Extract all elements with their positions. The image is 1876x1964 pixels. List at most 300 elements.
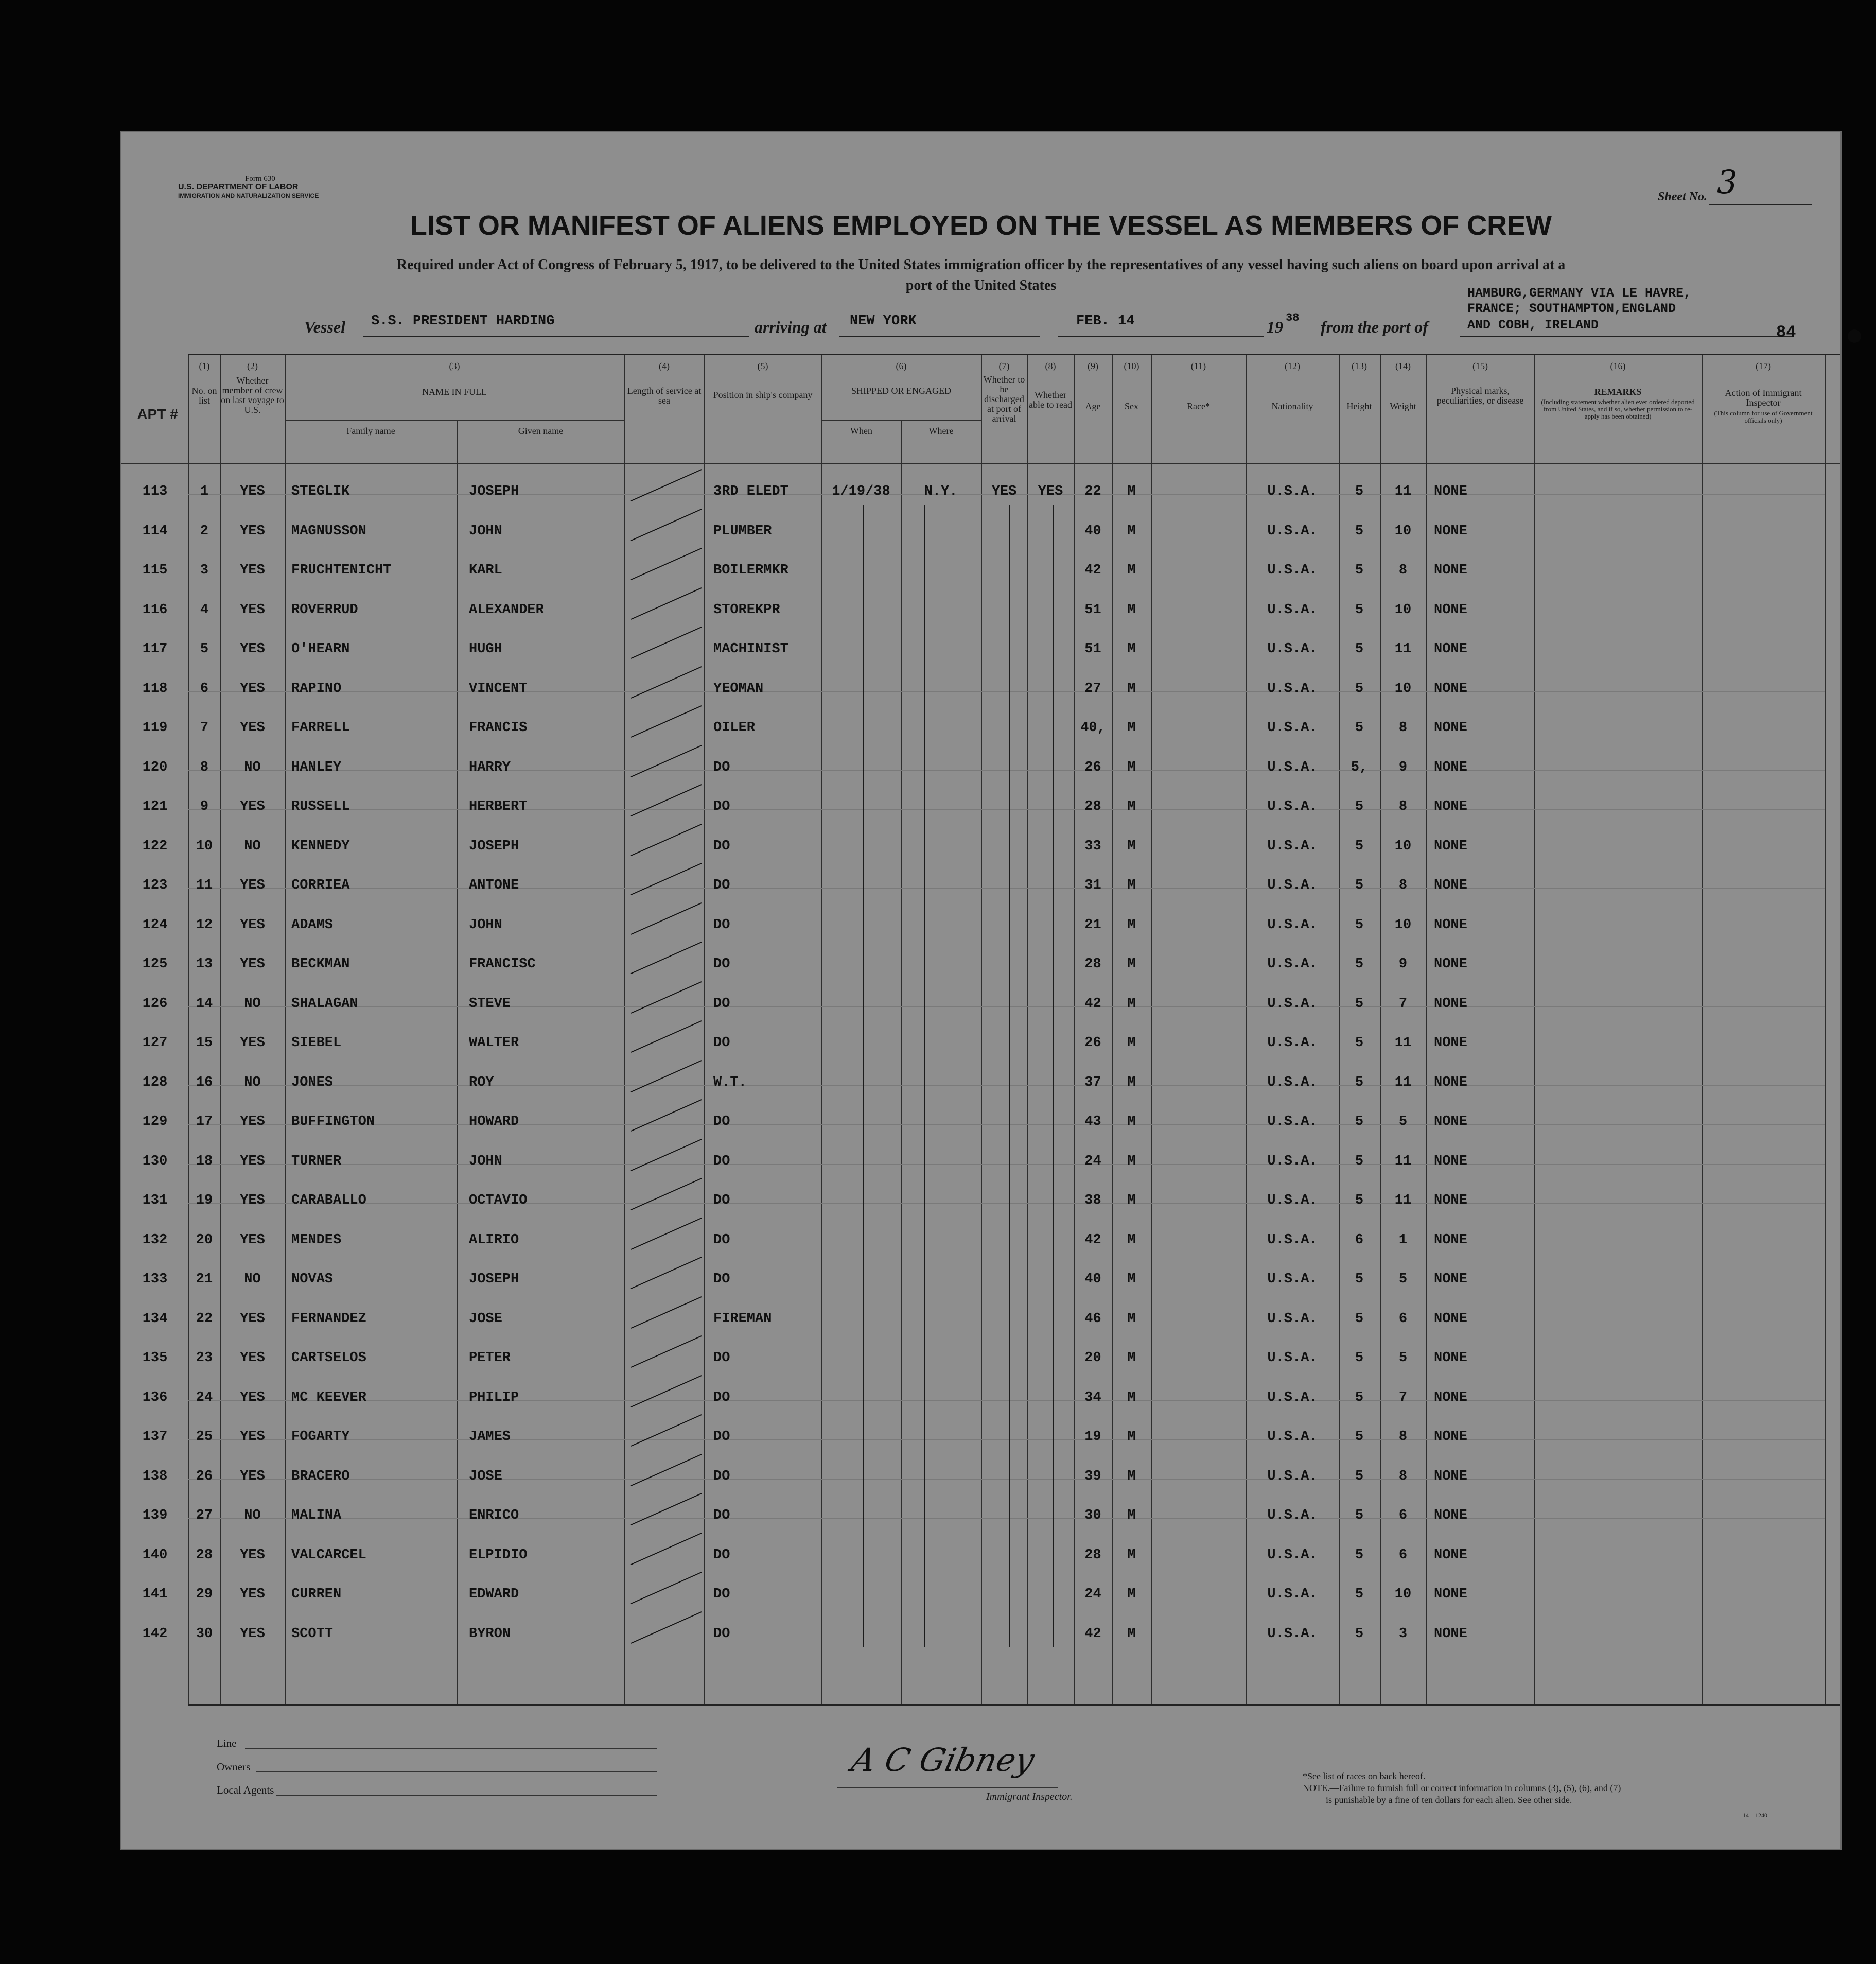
sheet-number-underline <box>1709 204 1812 205</box>
cell-height: 5, <box>1351 759 1368 775</box>
cell-apt-number: 125 <box>142 957 168 972</box>
cell-height: 5 <box>1355 996 1364 1012</box>
column-rule <box>1074 355 1075 1704</box>
cell-age: 24 <box>1084 1587 1101 1602</box>
service-tick-mark <box>631 469 702 501</box>
cell-given-name: JOSEPH <box>469 838 519 854</box>
cell-position: PLUMBER <box>713 523 772 539</box>
cell-age: 19 <box>1084 1429 1101 1445</box>
cell-height: 5 <box>1355 1389 1364 1405</box>
column-rule <box>704 355 705 1704</box>
cell-family-name: CARABALLO <box>291 1193 366 1208</box>
year: 38 <box>1286 311 1300 324</box>
service-name: IMMIGRATION AND NATURALIZATION SERVICE <box>178 192 319 199</box>
cell-age: 38 <box>1084 1193 1101 1208</box>
cell-weight: 6 <box>1398 1311 1408 1327</box>
cell-weight: 11 <box>1394 1035 1412 1051</box>
cell-height: 5 <box>1355 681 1364 697</box>
cell-age: 43 <box>1084 1114 1101 1129</box>
cell-given-name: JOSEPH <box>469 1272 519 1287</box>
cell-given-name: ALEXANDER <box>469 602 544 618</box>
cell-given-name: HOWARD <box>469 1114 519 1129</box>
cell-family-name: RUSSELL <box>291 799 350 814</box>
from-port-label: from the port of <box>1321 318 1428 336</box>
cell-apt-number: 124 <box>142 917 168 933</box>
service-tick-mark <box>631 981 702 1014</box>
cell-height: 5 <box>1355 1468 1364 1484</box>
cell-list-number: 18 <box>196 1153 213 1169</box>
cell-age: 30 <box>1084 1508 1101 1523</box>
cell-height: 5 <box>1355 1193 1364 1208</box>
service-tick-mark <box>631 1375 702 1407</box>
cell-height: 5 <box>1355 1587 1364 1602</box>
cell-sex: M <box>1127 838 1136 854</box>
cell-age: 42 <box>1084 1232 1101 1248</box>
column-rule <box>1702 355 1703 1704</box>
cell-nationality: U.S.A. <box>1267 1193 1318 1208</box>
header-length-service: Length of service at sea <box>627 386 702 406</box>
cell-apt-number: 121 <box>142 799 168 814</box>
service-tick-mark <box>631 1493 702 1525</box>
cell-sex: M <box>1127 1389 1136 1405</box>
cell-apt-number: 123 <box>142 878 168 893</box>
cell-list-number: 30 <box>196 1626 213 1642</box>
cell-sex: M <box>1127 563 1136 578</box>
cell-nationality: U.S.A. <box>1267 878 1318 893</box>
year-prefix: 19 <box>1267 318 1283 336</box>
service-tick-mark <box>631 1060 702 1092</box>
cell-age: 22 <box>1084 484 1101 499</box>
cell-given-name: JOHN <box>469 1153 502 1169</box>
header-inspector-note: (This column for use of Government officials only) <box>1714 409 1813 424</box>
service-tick-mark <box>631 1178 702 1210</box>
cell-previous-voyage: YES <box>240 957 265 972</box>
header-c8-num: (8) <box>1045 361 1056 371</box>
cell-family-name: RAPINO <box>291 681 342 697</box>
cell-sex: M <box>1127 523 1136 539</box>
cell-height: 5 <box>1355 1311 1364 1327</box>
cell-sex: M <box>1127 602 1136 618</box>
arriving-underline <box>839 336 1040 337</box>
column-rule <box>1426 355 1427 1704</box>
cell-family-name: FERNANDEZ <box>291 1311 366 1327</box>
cell-sex: M <box>1127 799 1136 814</box>
cell-physical-marks: NONE <box>1434 1311 1467 1327</box>
cell-age: 46 <box>1084 1311 1101 1327</box>
cell-given-name: ROY <box>469 1074 494 1090</box>
header-c13-num: (13) <box>1352 361 1367 371</box>
cell-nationality: U.S.A. <box>1267 484 1318 499</box>
header-position: Position in ship's company <box>713 390 813 400</box>
vessel-label: Vessel <box>304 318 345 336</box>
cell-position: DO <box>713 1193 730 1208</box>
cell-weight: 10 <box>1394 1587 1412 1602</box>
cell-physical-marks: NONE <box>1434 1114 1467 1129</box>
cell-position: DO <box>713 878 730 893</box>
cell-given-name: STEVE <box>469 996 511 1012</box>
cell-list-number: 1 <box>200 484 209 499</box>
cell-age: 42 <box>1084 563 1101 578</box>
cell-weight: 6 <box>1398 1547 1408 1563</box>
cell-age: 28 <box>1084 1547 1101 1563</box>
cell-list-number: 12 <box>196 917 213 933</box>
cell-sex: M <box>1127 1508 1136 1523</box>
cell-weight: 8 <box>1398 1468 1408 1484</box>
service-tick-mark <box>631 548 702 580</box>
date-underline <box>1058 336 1264 337</box>
cell-given-name: HERBERT <box>469 799 528 814</box>
cell-apt-number: 135 <box>142 1350 168 1366</box>
cell-apt-number: 119 <box>142 720 168 736</box>
cell-nationality: U.S.A. <box>1267 1468 1318 1484</box>
service-tick-mark <box>631 1335 702 1368</box>
cell-family-name: ADAMS <box>291 917 334 933</box>
cell-list-number: 14 <box>196 996 213 1012</box>
cell-weight: 11 <box>1394 484 1412 499</box>
crew-table <box>137 354 1840 1706</box>
cell-previous-voyage: YES <box>240 1389 265 1405</box>
cell-previous-voyage: NO <box>244 759 261 775</box>
cell-position: DO <box>713 957 730 972</box>
cell-nationality: U.S.A. <box>1267 957 1318 972</box>
cell-age: 26 <box>1084 759 1101 775</box>
cell-previous-voyage: NO <box>244 838 261 854</box>
cell-list-number: 25 <box>196 1429 213 1445</box>
cell-list-number: 22 <box>196 1311 213 1327</box>
cell-weight: 8 <box>1398 799 1408 814</box>
cell-weight: 11 <box>1394 641 1412 657</box>
cell-previous-voyage: YES <box>240 1587 265 1602</box>
cell-position: OILER <box>713 720 756 736</box>
agents-underline <box>276 1795 657 1796</box>
cell-position: STOREKPR <box>713 602 780 618</box>
cell-previous-voyage: YES <box>240 563 265 578</box>
cell-family-name: MC KEEVER <box>291 1389 366 1405</box>
cell-sex: M <box>1127 1311 1136 1327</box>
cell-apt-number: 113 <box>142 484 168 499</box>
cell-weight: 1 <box>1398 1232 1408 1248</box>
cell-list-number: 21 <box>196 1272 213 1287</box>
cell-previous-voyage: YES <box>240 1114 265 1129</box>
cell-family-name: CARTSELOS <box>291 1350 366 1366</box>
cell-position: DO <box>713 759 730 775</box>
cell-given-name: KARL <box>469 563 502 578</box>
cell-physical-marks: NONE <box>1434 602 1467 618</box>
cell-physical-marks: NONE <box>1434 1272 1467 1287</box>
cell-nationality: U.S.A. <box>1267 720 1318 736</box>
cell-sex: M <box>1127 1587 1136 1602</box>
header-inspector-action: Action of Immigrant Inspector <box>1725 388 1802 408</box>
departure-port-1: HAMBURG,GERMANY VIA LE HAVRE, <box>1467 286 1692 301</box>
column-rule <box>624 355 625 1704</box>
cell-sex: M <box>1127 1468 1136 1484</box>
header-bottom-rule <box>121 463 1840 464</box>
cell-nationality: U.S.A. <box>1267 641 1318 657</box>
cell-weight: 10 <box>1394 523 1412 539</box>
column-rule <box>1825 355 1826 1704</box>
cell-height: 5 <box>1355 563 1364 578</box>
cell-apt-number: 129 <box>142 1114 168 1129</box>
column-rule <box>188 355 189 1704</box>
cell-physical-marks: NONE <box>1434 878 1467 893</box>
cell-position: W.T. <box>713 1074 747 1090</box>
cell-apt-number: 127 <box>142 1035 168 1051</box>
cell-apt-number: 114 <box>142 523 168 539</box>
cell-given-name: ELPIDIO <box>469 1547 528 1563</box>
cell-given-name: JAMES <box>469 1429 511 1445</box>
cell-previous-voyage: YES <box>240 1232 265 1248</box>
cell-physical-marks: NONE <box>1434 1153 1467 1169</box>
cell-position: DO <box>713 1114 730 1129</box>
cell-given-name: PHILIP <box>469 1389 519 1405</box>
cell-sex: M <box>1127 1547 1136 1563</box>
column-rule <box>981 355 982 1704</box>
cell-family-name: KENNEDY <box>291 838 350 854</box>
service-tick-mark <box>631 1572 702 1604</box>
cell-list-number: 27 <box>196 1508 213 1523</box>
header-c14-num: (14) <box>1395 361 1411 371</box>
cell-position: DO <box>713 1508 730 1523</box>
cell-physical-marks: NONE <box>1434 1232 1467 1248</box>
cell-list-number: 19 <box>196 1193 213 1208</box>
cell-physical-marks: NONE <box>1434 1035 1467 1051</box>
service-tick-mark <box>631 784 702 816</box>
cell-family-name: MAGNUSSON <box>291 523 366 539</box>
cell-weight: 9 <box>1398 957 1408 972</box>
cell-list-number: 15 <box>196 1035 213 1051</box>
cell-previous-voyage: YES <box>240 1350 265 1366</box>
service-tick-mark <box>631 1533 702 1565</box>
cell-able-to-read: YES <box>1038 484 1063 499</box>
cell-family-name: CURREN <box>291 1587 342 1602</box>
cell-previous-voyage: NO <box>244 1508 261 1523</box>
header-discharged: Whether to be discharged at port of arrival <box>983 374 1025 424</box>
cell-height: 5 <box>1355 1508 1364 1523</box>
cell-given-name: JOSEPH <box>469 484 519 499</box>
cell-apt-number: 131 <box>142 1193 168 1208</box>
cell-height: 5 <box>1355 523 1364 539</box>
cell-age: 24 <box>1084 1153 1101 1169</box>
cell-apt-number: 116 <box>142 602 168 618</box>
cell-age: 33 <box>1084 838 1101 854</box>
cell-previous-voyage: NO <box>244 996 261 1012</box>
cell-weight: 7 <box>1398 996 1408 1012</box>
cell-sex: M <box>1127 917 1136 933</box>
cell-previous-voyage: YES <box>240 1547 265 1563</box>
header-given-name: Given name <box>518 426 564 436</box>
cell-apt-number: 120 <box>142 759 168 775</box>
cell-given-name: FRANCISC <box>469 957 536 972</box>
header-c6-num: (6) <box>896 361 907 371</box>
arriving-label: arriving at <box>755 318 827 336</box>
cell-position: FIREMAN <box>713 1311 772 1327</box>
service-tick-mark <box>631 587 702 620</box>
cell-weight: 11 <box>1394 1074 1412 1090</box>
cell-position: DO <box>713 1232 730 1248</box>
service-tick-mark <box>631 705 702 738</box>
header-c1-num: (1) <box>199 361 210 371</box>
cell-height: 5 <box>1355 720 1364 736</box>
cell-given-name: EDWARD <box>469 1587 519 1602</box>
cell-height: 5 <box>1355 838 1364 854</box>
cell-family-name: FRUCHTENICHT <box>291 563 392 578</box>
ditto-line <box>924 505 925 1647</box>
cell-nationality: U.S.A. <box>1267 1311 1318 1327</box>
cell-height: 5 <box>1355 1626 1364 1642</box>
cell-nationality: U.S.A. <box>1267 1429 1318 1445</box>
cell-nationality: U.S.A. <box>1267 838 1318 854</box>
cell-position: DO <box>713 1153 730 1169</box>
cell-height: 5 <box>1355 1272 1364 1287</box>
column-rule <box>1027 355 1028 1704</box>
cell-family-name: SHALAGAN <box>291 996 358 1012</box>
cell-list-number: 20 <box>196 1232 213 1248</box>
line-underline <box>245 1748 657 1749</box>
cell-family-name: SCOTT <box>291 1626 334 1642</box>
cell-age: 51 <box>1084 602 1101 618</box>
cell-apt-number: 118 <box>142 681 168 697</box>
cell-sex: M <box>1127 1272 1136 1287</box>
service-tick-mark <box>631 1218 702 1250</box>
column-rule <box>1246 355 1247 1704</box>
cell-given-name: OCTAVIO <box>469 1193 528 1208</box>
page-title: LIST OR MANIFEST OF ALIENS EMPLOYED ON THE VESSEL AS MEMBERS OF CREW <box>410 210 1552 241</box>
service-tick-mark <box>631 1414 702 1447</box>
cell-list-number: 2 <box>200 523 209 539</box>
cell-weight: 10 <box>1394 681 1412 697</box>
cell-apt-number: 137 <box>142 1429 168 1445</box>
column-rule <box>1534 355 1535 1704</box>
ditto-line <box>1053 505 1054 1647</box>
cell-apt-number: 126 <box>142 996 168 1012</box>
cell-physical-marks: NONE <box>1434 1587 1467 1602</box>
header-c3-num: (3) <box>449 361 460 371</box>
cell-weight: 8 <box>1398 720 1408 736</box>
cell-position: DO <box>713 1035 730 1051</box>
cell-sex: M <box>1127 1626 1136 1642</box>
cell-apt-number: 142 <box>142 1626 168 1642</box>
cell-family-name: MALINA <box>291 1508 342 1523</box>
cell-position: MACHINIST <box>713 641 788 657</box>
cell-position: DO <box>713 1587 730 1602</box>
departure-port-3: AND COBH, IRELAND <box>1467 318 1599 333</box>
cell-height: 5 <box>1355 641 1364 657</box>
cell-physical-marks: NONE <box>1434 1193 1467 1208</box>
cell-weight: 3 <box>1398 1626 1408 1642</box>
cell-physical-marks: NONE <box>1434 838 1467 854</box>
cell-physical-marks: NONE <box>1434 1389 1467 1405</box>
cell-nationality: U.S.A. <box>1267 1074 1318 1090</box>
cell-position: DO <box>713 1429 730 1445</box>
cell-apt-number: 138 <box>142 1468 168 1484</box>
cell-previous-voyage: NO <box>244 1272 261 1287</box>
cell-apt-number: 140 <box>142 1547 168 1563</box>
cell-position: DO <box>713 1547 730 1563</box>
cell-list-number: 3 <box>200 563 209 578</box>
cell-physical-marks: NONE <box>1434 799 1467 814</box>
cell-given-name: ALIRIO <box>469 1232 519 1248</box>
cell-sex: M <box>1127 720 1136 736</box>
signature-underline <box>837 1787 1058 1788</box>
races-note: *See list of races on back hereof. <box>1303 1771 1426 1781</box>
cell-position: BOILERMKR <box>713 563 788 578</box>
cell-sex: M <box>1127 996 1136 1012</box>
subtitle-line-2: port of the United States <box>905 277 1057 293</box>
cell-sex: M <box>1127 878 1136 893</box>
cell-weight: 6 <box>1398 1508 1408 1523</box>
sheet-number: 3 <box>1717 163 1738 201</box>
cell-apt-number: 122 <box>142 838 168 854</box>
print-code: 14—1240 <box>1743 1812 1767 1819</box>
cell-physical-marks: NONE <box>1434 563 1467 578</box>
owners-underline <box>256 1771 657 1772</box>
cell-nationality: U.S.A. <box>1267 1035 1318 1051</box>
service-tick-mark <box>631 863 702 895</box>
cell-physical-marks: NONE <box>1434 523 1467 539</box>
service-tick-mark <box>631 1099 702 1132</box>
cell-sex: M <box>1127 1232 1136 1248</box>
cell-age: 39 <box>1084 1468 1101 1484</box>
arrival-date: FEB. 14 <box>1076 314 1135 329</box>
cell-apt-number: 136 <box>142 1389 168 1405</box>
column-rule <box>220 355 221 1704</box>
column-rule <box>285 355 286 1704</box>
cell-position: DO <box>713 1272 730 1287</box>
cell-previous-voyage: YES <box>240 602 265 618</box>
cell-family-name: ROVERRUD <box>291 602 358 618</box>
cell-family-name: VALCARCEL <box>291 1547 366 1563</box>
header-height: Height <box>1346 401 1372 411</box>
cell-physical-marks: NONE <box>1434 484 1467 499</box>
cell-physical-marks: NONE <box>1434 1547 1467 1563</box>
cell-apt-number: 139 <box>142 1508 168 1523</box>
cell-family-name: SIEBEL <box>291 1035 342 1051</box>
service-tick-mark <box>631 1611 702 1644</box>
cell-weight: 5 <box>1398 1114 1408 1129</box>
cell-position: YEOMAN <box>713 681 764 697</box>
penalty-note-1: NOTE.—Failure to furnish full or correct information in columns (3), (5), (6), and (7) <box>1303 1783 1621 1793</box>
cell-list-number: 10 <box>196 838 213 854</box>
cell-weight: 8 <box>1398 878 1408 893</box>
header-sex: Sex <box>1125 401 1138 411</box>
cell-apt-number: 128 <box>142 1074 168 1090</box>
cell-given-name: BYRON <box>469 1626 511 1642</box>
cell-sex: M <box>1127 1193 1136 1208</box>
cell-list-number: 26 <box>196 1468 213 1484</box>
immigrant-inspector-label: Immigrant Inspector. <box>986 1791 1073 1802</box>
cell-family-name: BRACERO <box>291 1468 350 1484</box>
cell-age: 42 <box>1084 996 1101 1012</box>
cell-given-name: WALTER <box>469 1035 519 1051</box>
cell-age: 34 <box>1084 1389 1101 1405</box>
cell-height: 5 <box>1355 1350 1364 1366</box>
arriving-port: NEW YORK <box>850 314 917 329</box>
cell-sex: M <box>1127 1035 1136 1051</box>
cell-height: 5 <box>1355 1429 1364 1445</box>
cell-family-name: JONES <box>291 1074 334 1090</box>
cell-age: 40 <box>1084 523 1101 539</box>
cell-weight: 8 <box>1398 563 1408 578</box>
cell-position: DO <box>713 838 730 854</box>
cell-nationality: U.S.A. <box>1267 799 1318 814</box>
cell-apt-number: 117 <box>142 641 168 657</box>
header-c11-num: (11) <box>1190 361 1206 371</box>
cell-height: 5 <box>1355 917 1364 933</box>
column-rule <box>1112 355 1113 1704</box>
cell-nationality: U.S.A. <box>1267 1272 1318 1287</box>
cell-given-name: PETER <box>469 1350 511 1366</box>
binder-hole <box>1848 329 1861 343</box>
